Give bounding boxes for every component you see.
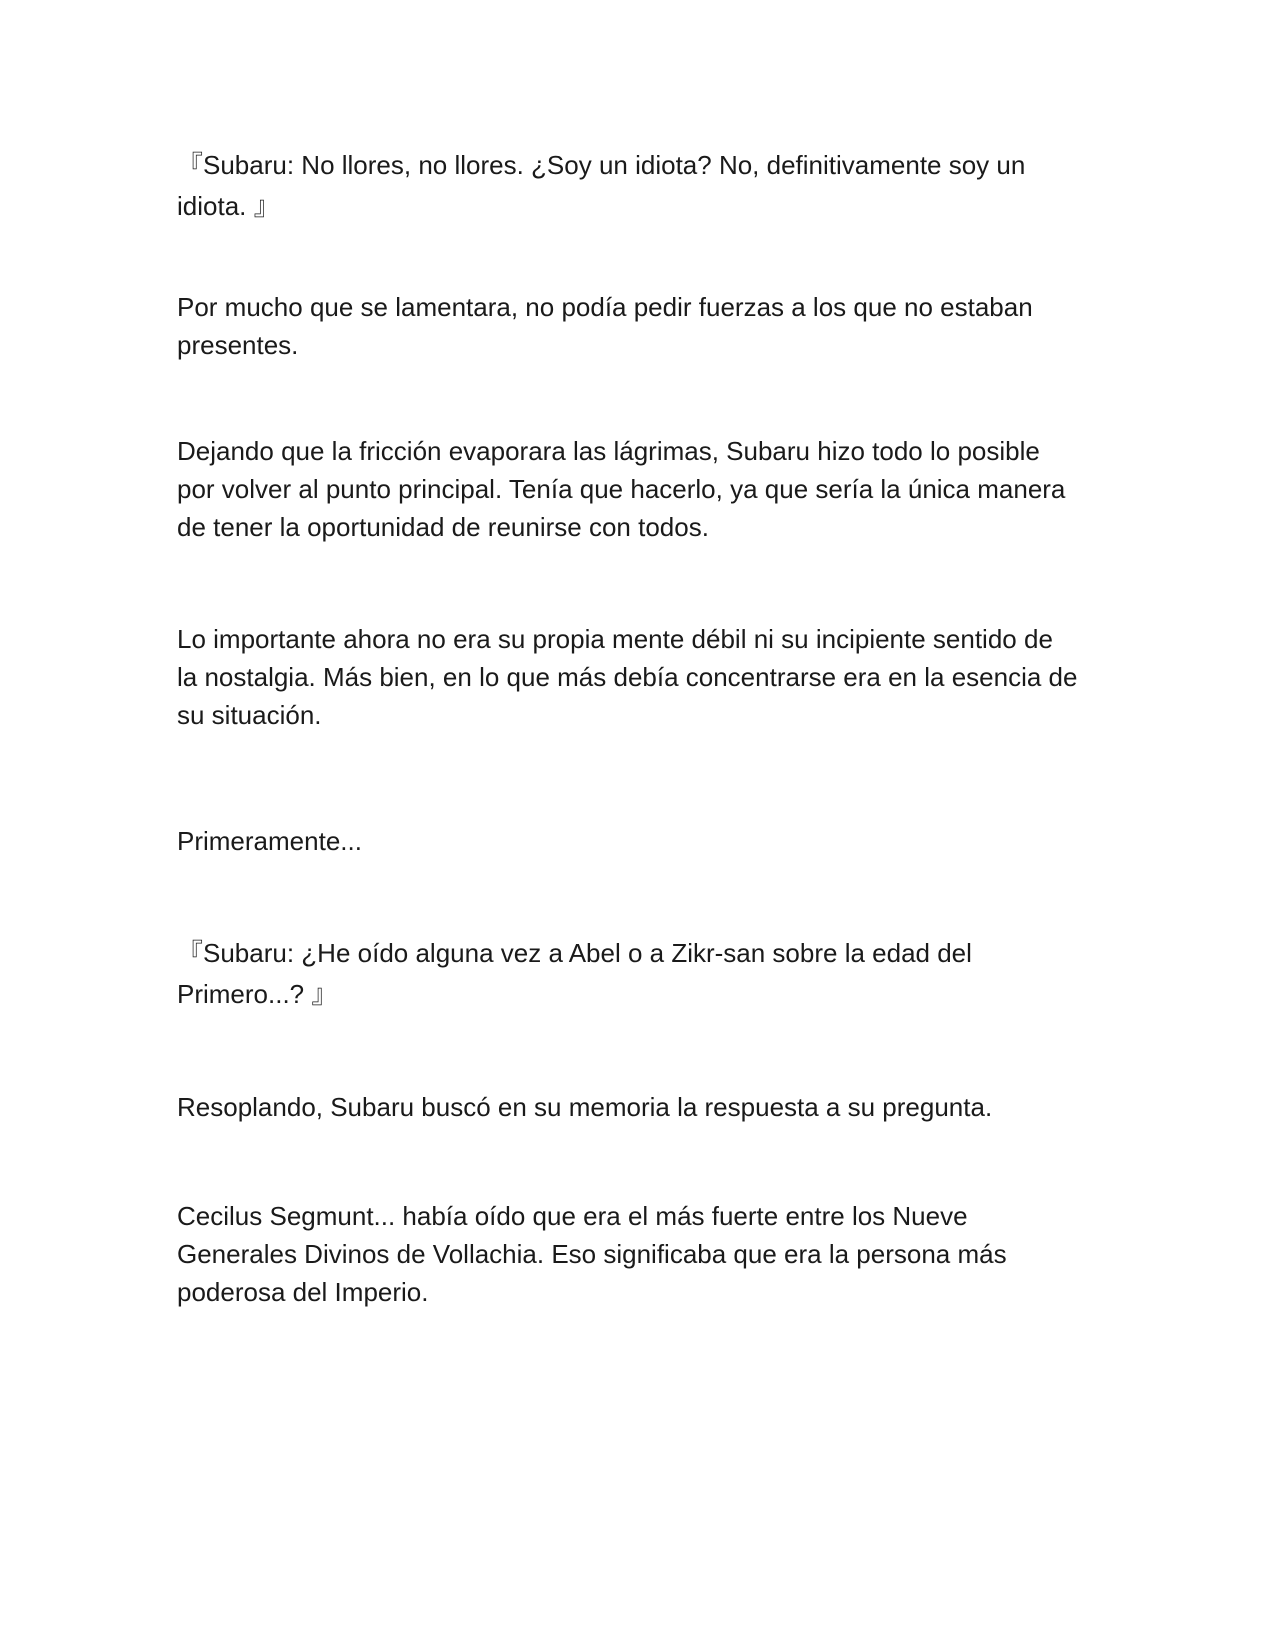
narration-paragraph-2 <box>177 432 1107 546</box>
text-line: de tener la oportunidad de reunirse con todos. <box>177 512 709 542</box>
text-line: Generales Divinos de Vollachia. Eso significaba que era la persona más <box>177 1239 1007 1269</box>
narration-paragraph-1 <box>177 288 1107 364</box>
dialogue-paragraph-1 <box>177 145 1107 227</box>
text-line: 『Subaru: No llores, no llores. ¿Soy un idiota? No, definitivamente soy un <box>177 150 1026 180</box>
text-line: Dejando que la fricción evaporara las lágrimas, Subaru hizo todo lo posible <box>177 436 1040 466</box>
text-line: 『Subaru: ¿He oído alguna vez a Abel o a Zikr-san sobre la edad del <box>177 938 972 968</box>
text-line: Por mucho que se lamentara, no podía pedir fuerzas a los que no estaban <box>177 292 1033 322</box>
text-line: Resoplando, Subaru buscó en su memoria la respuesta a su pregunta. <box>177 1092 993 1122</box>
text-line: Cecilus Segmunt... había oído que era el más fuerte entre los Nueve <box>177 1201 968 1231</box>
text-line: su situación. <box>177 700 322 730</box>
text-line: idiota. 』 <box>177 191 280 221</box>
text-line: Primeramente... <box>177 826 362 856</box>
narration-paragraph-5 <box>177 1088 1107 1126</box>
text-line: Primero...? 』 <box>177 979 338 1009</box>
text-line: poderosa del Imperio. <box>177 1277 429 1307</box>
text-line: presentes. <box>177 330 299 360</box>
dialogue-paragraph-2 <box>177 933 1107 1015</box>
narration-paragraph-3 <box>177 620 1107 734</box>
narration-paragraph-4 <box>177 822 1107 860</box>
text-line: por volver al punto principal. Tenía que hacerlo, ya que sería la única manera <box>177 474 1066 504</box>
text-line: Lo importante ahora no era su propia mente débil ni su incipiente sentido de <box>177 624 1053 654</box>
narration-paragraph-6 <box>177 1197 1107 1311</box>
text-line: la nostalgia. Más bien, en lo que más debía concentrarse era en la esencia de <box>177 662 1078 692</box>
